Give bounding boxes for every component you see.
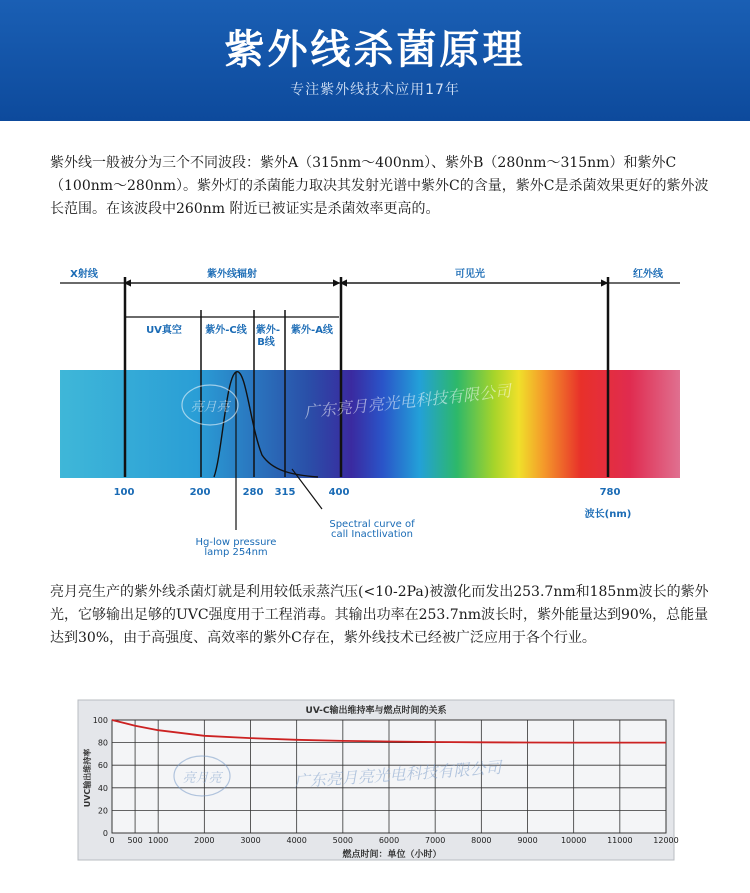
y-tick-label: 40 (97, 783, 108, 793)
x-tick-label: 6000 (378, 836, 400, 845)
band-label-visible: 可见光 (455, 269, 485, 280)
tick-315: 315 (274, 487, 296, 498)
tick-280: 280 (242, 487, 264, 498)
page-title: 紫外线杀菌原理 (224, 27, 526, 73)
subband-label-uv-vacuum: UV真空 (146, 325, 182, 336)
band-label-xray: X射线 (70, 269, 98, 280)
uvc-maintenance-chart (78, 700, 679, 860)
intro-paragraph: 紫外线一般被分为三个不同波段：紫外A（315nm～400nm）、紫外B（280nm～315nm）和紫外C（100nm～280nm）。紫外灯的杀菌能力取决其发射光谱中紫外C的含量，紫外C是杀菌效果更好的紫外波长范围。在该波段中260nm 附近已被证实是杀菌效率更高的。 (50, 155, 709, 217)
watermark-logo: 亮月亮 (190, 400, 230, 415)
chart-ylabel: UVC输出维持率 (83, 748, 92, 808)
curve-annotation-1: Spectral curve of (329, 519, 415, 530)
spectrum-diagram (0, 255, 750, 575)
spectrum-bar (60, 370, 680, 478)
chart-title: UV-C输出维持率与燃点时间的关系 (305, 706, 447, 716)
chart-watermark-text: 广东亮月亮光电科技有限公司 (293, 757, 503, 792)
x-tick-label: 4000 (286, 836, 307, 845)
wavelength-unit-label: 波长(nm) (584, 509, 632, 520)
x-tick-label: 2000 (194, 836, 215, 845)
x-tick-label: 9000 (517, 836, 538, 845)
chart-watermark-logo: 亮月亮 (182, 771, 222, 786)
x-tick-label: 11000 (607, 836, 633, 845)
product-paragraph: 亮月亮生产的紫外线杀菌灯就是利用较低汞蒸汽压(<10-2Pa)被激化而发出253.7nm和185nm波长的紫外光，它够输出足够的UVC强度用于工程消毒。其输出功率在253.7nm波长时，紫外能量达到90%，总能量达到30%，由于高强度、高效率的紫外C存在，紫外线技术已经被广泛应用于各个行业。 (50, 584, 709, 646)
x-tick-label: 500 (127, 836, 143, 845)
tick-100: 100 (113, 487, 135, 498)
tick-200: 200 (189, 487, 211, 498)
subband-label-uvc: 紫外-C线 (205, 325, 247, 336)
x-tick-label: 8000 (471, 836, 492, 845)
tick-780: 780 (599, 487, 621, 498)
watermark-text: 广东亮月亮光电科技有限公司 (302, 381, 512, 422)
x-tick-label: 0 (109, 836, 115, 845)
y-tick-label: 20 (97, 806, 108, 816)
y-tick-label: 80 (97, 738, 108, 748)
y-tick-label: 0 (102, 829, 108, 838)
subband-label-uvb-2: B线 (257, 337, 275, 348)
x-tick-label: 1000 (147, 836, 169, 845)
band-label-uv: 紫外线辐射 (207, 269, 257, 280)
hg-lamp-annotation-2: lamp 254nm (204, 547, 268, 558)
x-tick-label: 10000 (560, 836, 587, 845)
x-tick-label: 12000 (653, 836, 679, 845)
band-label-infrared: 红外线 (633, 269, 663, 280)
tick-400: 400 (328, 487, 350, 498)
page-subtitle: 专注紫外线技术应用17年 (290, 82, 460, 98)
subband-label-uvb-1: 紫外- (255, 325, 281, 336)
y-tick-label: 60 (97, 761, 108, 771)
x-tick-label: 3000 (240, 836, 261, 845)
curve-annotation-2: call Inactlivation (331, 529, 413, 540)
hg-lamp-annotation-1: Hg-low pressure (195, 537, 277, 548)
x-tick-label: 7000 (424, 836, 446, 845)
chart-xlabel: 燃点时间：单位（小时） (342, 850, 442, 860)
header-banner (0, 0, 750, 121)
x-tick-label: 5000 (332, 836, 354, 845)
subband-label-uva: 紫外-A线 (291, 325, 333, 336)
y-tick-label: 100 (92, 716, 108, 725)
